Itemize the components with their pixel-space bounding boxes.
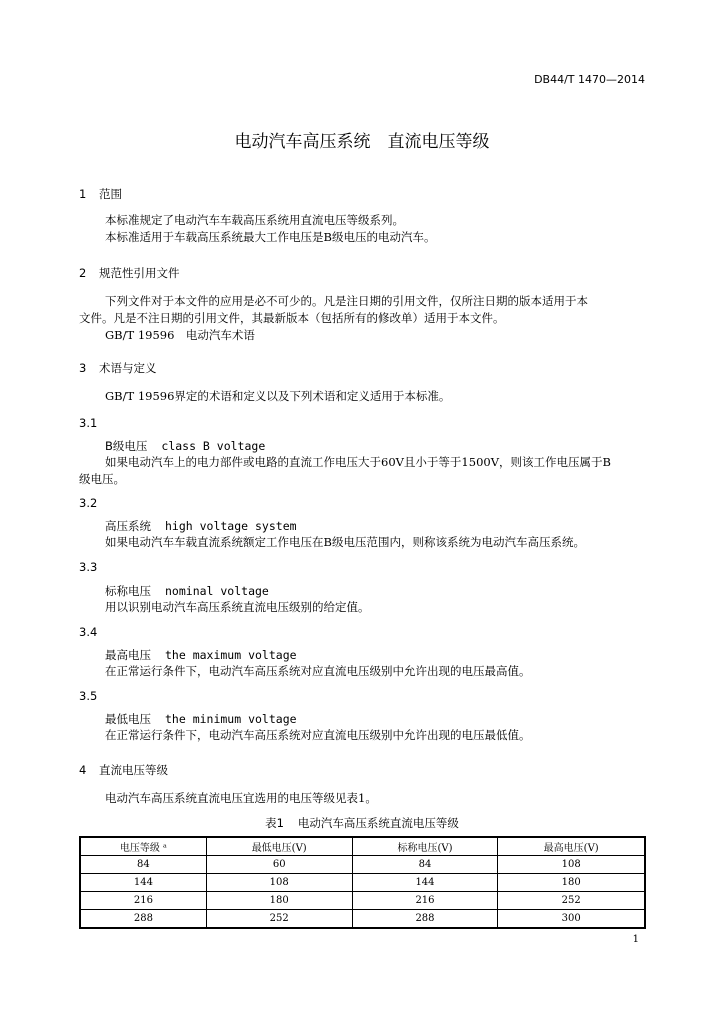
term-zh: 标称电压 [105,584,151,598]
table-cell: 180 [498,874,645,892]
table-cell: 144 [80,874,206,892]
term-en: the minimum voltage [165,712,297,726]
table-row [80,874,645,892]
table-header-cell: 标称电压(V) [352,837,498,856]
clause-number: 3.5 [79,689,98,703]
term-en: nominal voltage [165,584,269,598]
term-entry [105,518,297,534]
section-title: 直流电压等级 [99,763,168,777]
term-entry [105,583,269,599]
table-cell: 180 [206,892,352,910]
table-cell: 300 [498,910,645,929]
table-cell: 108 [498,856,645,874]
term-en: class B voltage [161,439,266,453]
table-title: 电动汽车高压系统直流电压等级 [297,816,459,830]
table-header-row [80,837,645,856]
paragraph: 下列文件对于本文件的应用是必不可少的。凡是注日期的引用文件，仅所注日期的版本适用于本 [105,294,588,308]
definition: 如果电动汽车车载直流系统额定工作电压在B级电压范围内，则称该系统为电动汽车高压系统。 [105,535,585,549]
standard-code: DB44/T 1470—2014 [534,73,645,86]
clause-number: 3.2 [79,496,98,510]
term-entry [105,647,297,663]
table-caption [0,815,724,831]
table-label: 表1 [265,816,284,830]
table-header-cell: 电压等级 ᵃ [80,837,206,856]
page-number: 1 [632,934,639,945]
section-1-heading [79,186,122,202]
table-cell: 108 [206,874,352,892]
section-number: 1 [79,187,87,201]
term-zh: 最低电压 [105,712,151,726]
table-row [80,892,645,910]
table-header-cell: 最高电压(V) [498,837,645,856]
table-row [80,910,645,929]
table-cell: 288 [80,910,206,929]
term-en: the maximum voltage [165,648,297,662]
table-header-cell: 最低电压(V) [206,837,352,856]
clause-number: 3.3 [79,560,98,574]
term-entry [105,711,297,727]
term-entry [105,438,265,454]
table-cell: 84 [352,856,498,874]
section-title: 范围 [99,187,122,201]
table-cell: 216 [352,892,498,910]
term-zh: 高压系统 [105,519,151,533]
table-cell: 288 [352,910,498,929]
term-zh: 最高电压 [105,648,151,662]
paragraph: GB/T 19596界定的术语和定义以及下列术语和定义适用于本标准。 [105,389,451,403]
normative-reference: GB/T 19596 电动汽车术语 [105,328,255,342]
definition: 级电压。 [79,472,125,486]
definition: 在正常运行条件下，电动汽车高压系统对应直流电压级别中允许出现的电压最高值。 [105,664,531,678]
clause-number: 3.4 [79,625,98,639]
definition: 如果电动汽车上的电力部件或电路的直流工作电压大于60V且小于等于1500V，则该工作电压属于B [105,455,611,469]
table-row [80,856,645,874]
table-cell: 60 [206,856,352,874]
table-cell: 144 [352,874,498,892]
table-cell: 252 [206,910,352,929]
voltage-class-table [79,836,646,929]
table-cell: 252 [498,892,645,910]
section-number: 2 [79,266,87,280]
section-number: 3 [79,361,87,375]
term-zh: B级电压 [105,439,148,453]
paragraph: 本标准适用于车载高压系统最大工作电压是B级电压的电动汽车。 [105,230,436,244]
definition: 在正常运行条件下，电动汽车高压系统对应直流电压级别中允许出现的电压最低值。 [105,728,531,742]
paragraph: 本标准规定了电动汽车车载高压系统用直流电压等级系列。 [105,213,404,227]
paragraph: 电动汽车高压系统直流电压宜选用的电压等级见表1。 [105,791,377,805]
section-number: 4 [79,763,87,777]
section-2-heading [79,265,180,281]
term-en: high voltage system [165,519,297,533]
document-title: 电动汽车高压系统 直流电压等级 [234,132,490,152]
section-4-heading [79,762,168,778]
table-cell: 84 [80,856,206,874]
section-title: 术语与定义 [99,361,157,375]
section-3-heading [79,360,157,376]
section-title: 规范性引用文件 [99,266,180,280]
clause-number: 3.1 [79,416,98,430]
table-cell: 216 [80,892,206,910]
paragraph: 文件。凡是不注日期的引用文件，其最新版本（包括所有的修改单）适用于本文件。 [79,311,505,325]
definition: 用以识别电动汽车高压系统直流电压级别的给定值。 [105,600,370,614]
